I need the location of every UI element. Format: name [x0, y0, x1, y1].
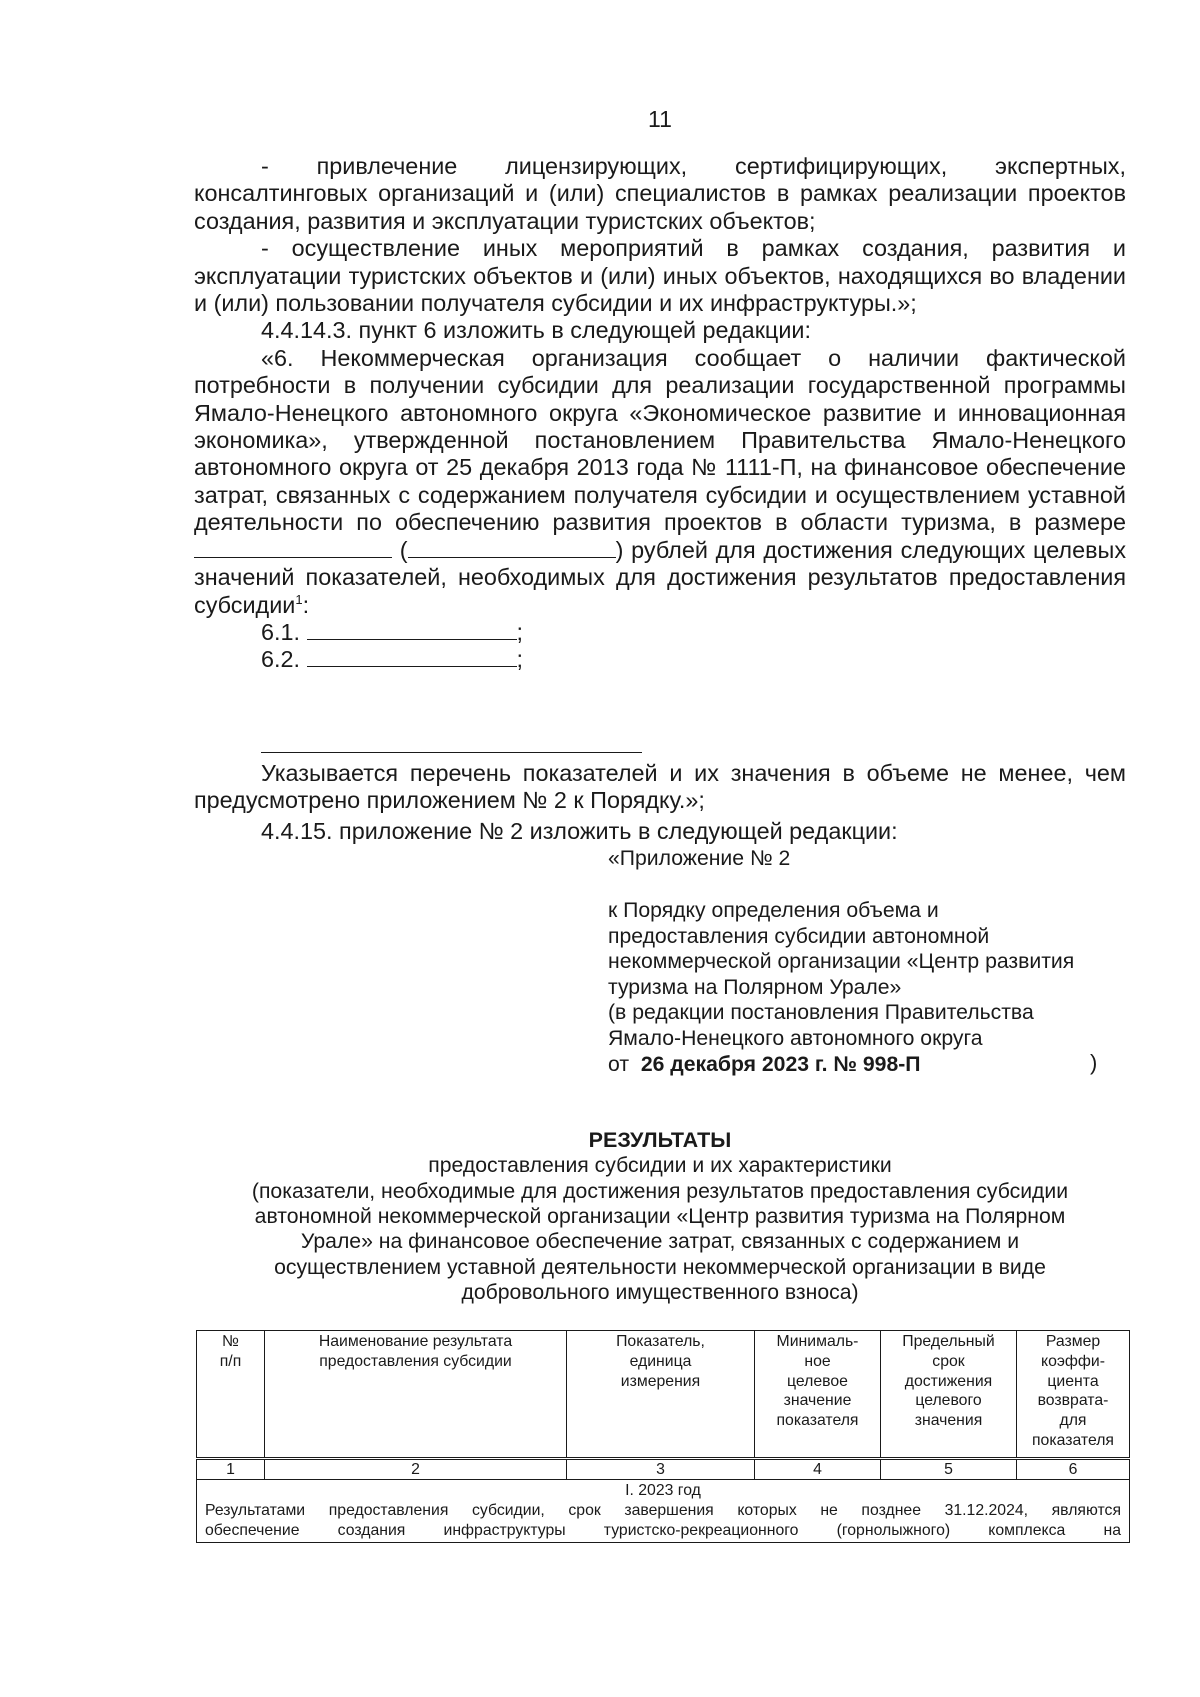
paragraph-6: «6. Некоммерческая организация сообщает о наличии фактической потребности в получении субсидии для реализации государственной программы Ямало-Ненецкого автономного округа «Экономическое развитие и инновационная экономика», утвержденной постановлением Правительства Ямало-Ненецкого автономного округа от 25 декабря 2013 года № 1111-П, на финансовое обеспечение затрат, связанных с содержанием получателя субсидии и осуществлением уставной деятельности по обеспечению развития проектов в области туризма, в размере ( ) рублей для достижения следующих целевых значений показателей, необходимых для достижения результатов предоставления субсидии$^1$:	[194, 344, 1127, 618]
footnote-divider	[261, 752, 642, 753]
paragraph-6-tail: рублей для достижения следующих целевых значений показателей, необходимых для достижения результатов предоставления субсидии	[194, 536, 1127, 618]
sub-item-6-2-blank	[307, 646, 517, 667]
header-refund-coefficient: Размер коэффи- циента возврата- для показателя	[1017, 1331, 1130, 1459]
results-title: РЕЗУЛЬТАТЫ	[588, 1128, 732, 1152]
page-number: 11	[648, 106, 672, 132]
section-text-line-2: обеспечение создания инфраструктуры туристско-рекреационного (горнолыжного) комплекса на	[205, 1521, 1121, 1539]
amount-blank	[194, 537, 392, 558]
item-4-4-15: 4.4.15. приложение № 2 изложить в следующей редакции:	[261, 818, 898, 844]
header-number: № п/п	[197, 1331, 265, 1459]
sub-item-6-1-blank	[307, 619, 517, 640]
resolution-date-number: 26 декабря 2023 г. № 998-П	[640, 1052, 921, 1076]
amount-words-blank	[408, 537, 616, 558]
results-description: (показатели, необходимые для достижения результатов предоставления субсидии автономной некоммерческой организации «Центр развития туризма на Полярном Урале» на финансовое обеспечение затрат, связанных с содержанием и осуществлением уставной деятельности некоммерческой организации в виде добровольного имущественного взноса)	[251, 1180, 1069, 1304]
results-subtitle: предоставления субсидии и их характеристики	[428, 1154, 892, 1177]
header-result-name: Наименование результата предоставления субсидии	[265, 1331, 567, 1459]
sub-item-6-1: 6.1. ;	[261, 618, 524, 645]
bullet-other-measures: - осуществление иных мероприятий в рамках создания, развития и эксплуатации туристских объектов и (или) иных объектов, находящихся во владении и (или) пользовании получателя субсидии и их инфраструктуры.»;	[194, 235, 1126, 317]
header-min-target: Минималь- ное целевое значение показателя	[755, 1331, 881, 1459]
item-4-4-14-3: 4.4.14.3. пункт 6 изложить в следующей редакции:	[261, 317, 811, 344]
results-table	[196, 1330, 1130, 1543]
footnote: Указывается перечень показателей и их значения в объеме не менее, чем предусмотрено приложением № 2 к Порядку.»;	[194, 760, 1126, 814]
appendix-date-line: от 26 декабря 2023 г. № 998-П	[608, 1052, 921, 1076]
header-deadline: Предельный срок достижения целевого значения	[881, 1331, 1017, 1459]
section-2023-row	[197, 1480, 1130, 1543]
column-number-row: 1 2 3 4 5 6	[197, 1459, 1130, 1480]
main-text	[194, 153, 1126, 674]
appendix-title: «Приложение № 2	[608, 847, 791, 870]
header-indicator-unit: Показатель, единица измерения	[567, 1331, 755, 1459]
paragraph-6-lead: «6. Некоммерческая организация сообщает о наличии фактической потребности в получении субсидии для реализации государственной программы Ямало-Ненецкого автономного округа «Экономическое развитие и инновационная экономика», утвержденной постановлением Правительства Ямало-Ненецкого автономного округа от 25 декабря 2013 года № 1111-П, на финансовое обеспечение затрат, связанных с содержанием получателя субсидии и осуществлением уставной деятельности по обеспечению развития проектов в области туризма, в размере	[194, 344, 1126, 536]
section-year: I. 2023 год	[625, 1482, 701, 1499]
section-text-line-1: Результатами предоставления субсидии, срок завершения которых не позднее 31.12.2024, являются	[205, 1501, 1121, 1519]
table-header-row	[197, 1331, 1130, 1459]
footnote-mark: 1	[295, 591, 303, 607]
appendix-reference: к Порядку определения объема и предоставления субсидии автономной некоммерческой организации «Центр развития туризма на Полярном Урале» (в редакции постановления Правительства Ямало-Ненецкого автономного округа от 26 декабря 2023 г. № 998-П	[608, 898, 1128, 1077]
sub-item-6-2: 6.2. ;	[261, 646, 524, 673]
bullet-licensing: - привлечение лицензирующих, сертифицирующих, экспертных, консалтинговых организаций и (или) специалистов в рамках реализации проектов создания, развития и эксплуатации туристских объектов;	[194, 153, 1126, 234]
appendix-close-paren: )	[1090, 1050, 1098, 1075]
